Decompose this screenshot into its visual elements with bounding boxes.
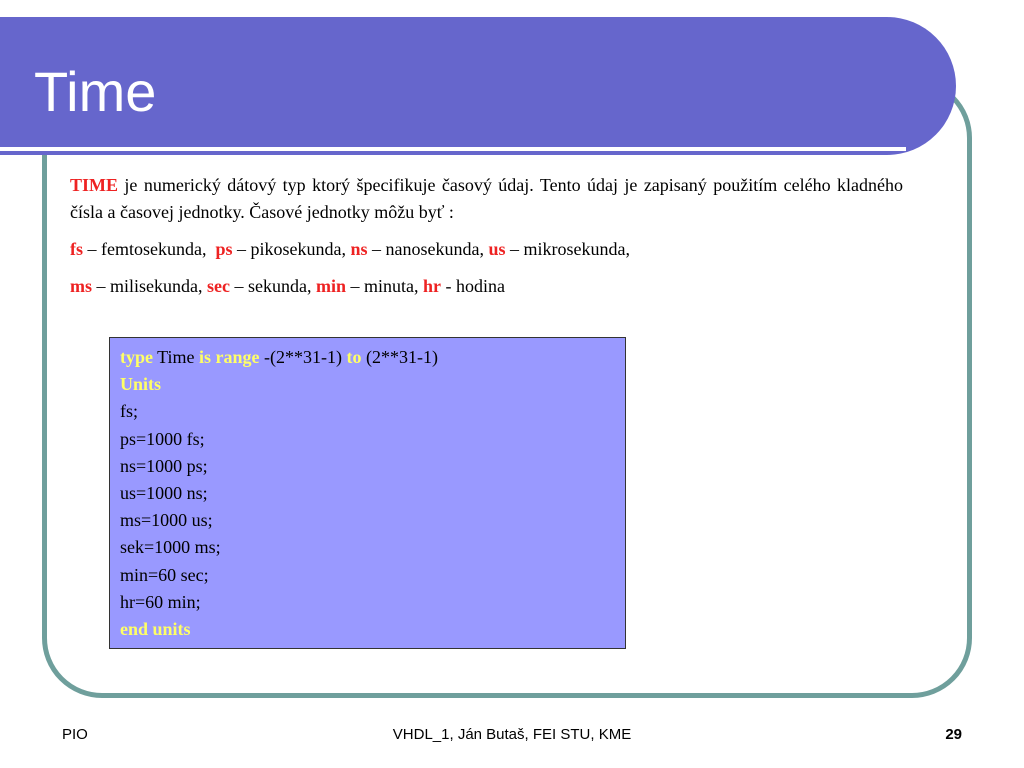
footer-center: VHDL_1, Ján Butaš, FEI STU, KME (392, 726, 632, 743)
unit-desc: – pikosekunda, (232, 239, 351, 259)
unit-abbr: ns (350, 239, 368, 259)
unit-abbr: fs (70, 239, 83, 259)
unit-desc: – minuta, (345, 276, 423, 296)
unit-desc: – nanosekunda, (367, 239, 489, 259)
code-line: us=1000 ns; (120, 483, 208, 504)
code-line: sek=1000 ms; (120, 537, 221, 558)
units-line-1 (70, 236, 903, 263)
unit-abbr: ps (215, 239, 233, 259)
intro-text: je numerický dátový typ ktorý špecifikuje časový údaj. Tento údaj je zapisaný použitím celého kladného čísla a časovej jednotky. Časové jednotky môžu byť : (70, 175, 903, 222)
code-line: hr=60 min; (120, 591, 201, 612)
unit-desc: – milisekunda, (92, 276, 207, 296)
code-text: (2**31-1) (361, 347, 438, 367)
code-line-type (120, 344, 615, 371)
unit-abbr: ms (70, 276, 92, 296)
code-box (109, 337, 626, 649)
code-line: ps=1000 fs; (120, 428, 205, 449)
unit-desc: – mikrosekunda, (505, 239, 630, 259)
unit-desc: - hodina (440, 276, 505, 296)
code-keyword-end-units: end units (120, 619, 191, 640)
units-line-2 (70, 273, 903, 300)
unit-abbr: hr (422, 276, 441, 296)
code-line: fs; (120, 401, 138, 422)
page-number: 29 (945, 726, 962, 743)
footer-left: PIO (62, 726, 88, 743)
code-line: min=60 sec; (120, 564, 209, 585)
code-text: -(2**31-1) (259, 347, 347, 367)
title-underline (0, 147, 906, 151)
code-keyword: type (120, 347, 153, 367)
code-keyword-units: Units (120, 374, 162, 395)
code-line: ms=1000 us; (120, 510, 213, 531)
unit-desc: – femtosekunda, (83, 239, 216, 259)
unit-abbr: us (488, 239, 506, 259)
unit-abbr: min (315, 276, 346, 296)
unit-abbr: sec (207, 276, 230, 296)
slide-content (70, 172, 903, 310)
code-text: Time (153, 347, 200, 367)
code-keyword: to (346, 347, 362, 367)
page-title: Time (34, 60, 157, 123)
intro-paragraph (70, 172, 903, 226)
code-line: ns=1000 ps; (120, 455, 208, 476)
unit-desc: – sekunda, (229, 276, 316, 296)
code-keyword: is range (199, 347, 260, 367)
time-keyword: TIME (70, 175, 119, 195)
